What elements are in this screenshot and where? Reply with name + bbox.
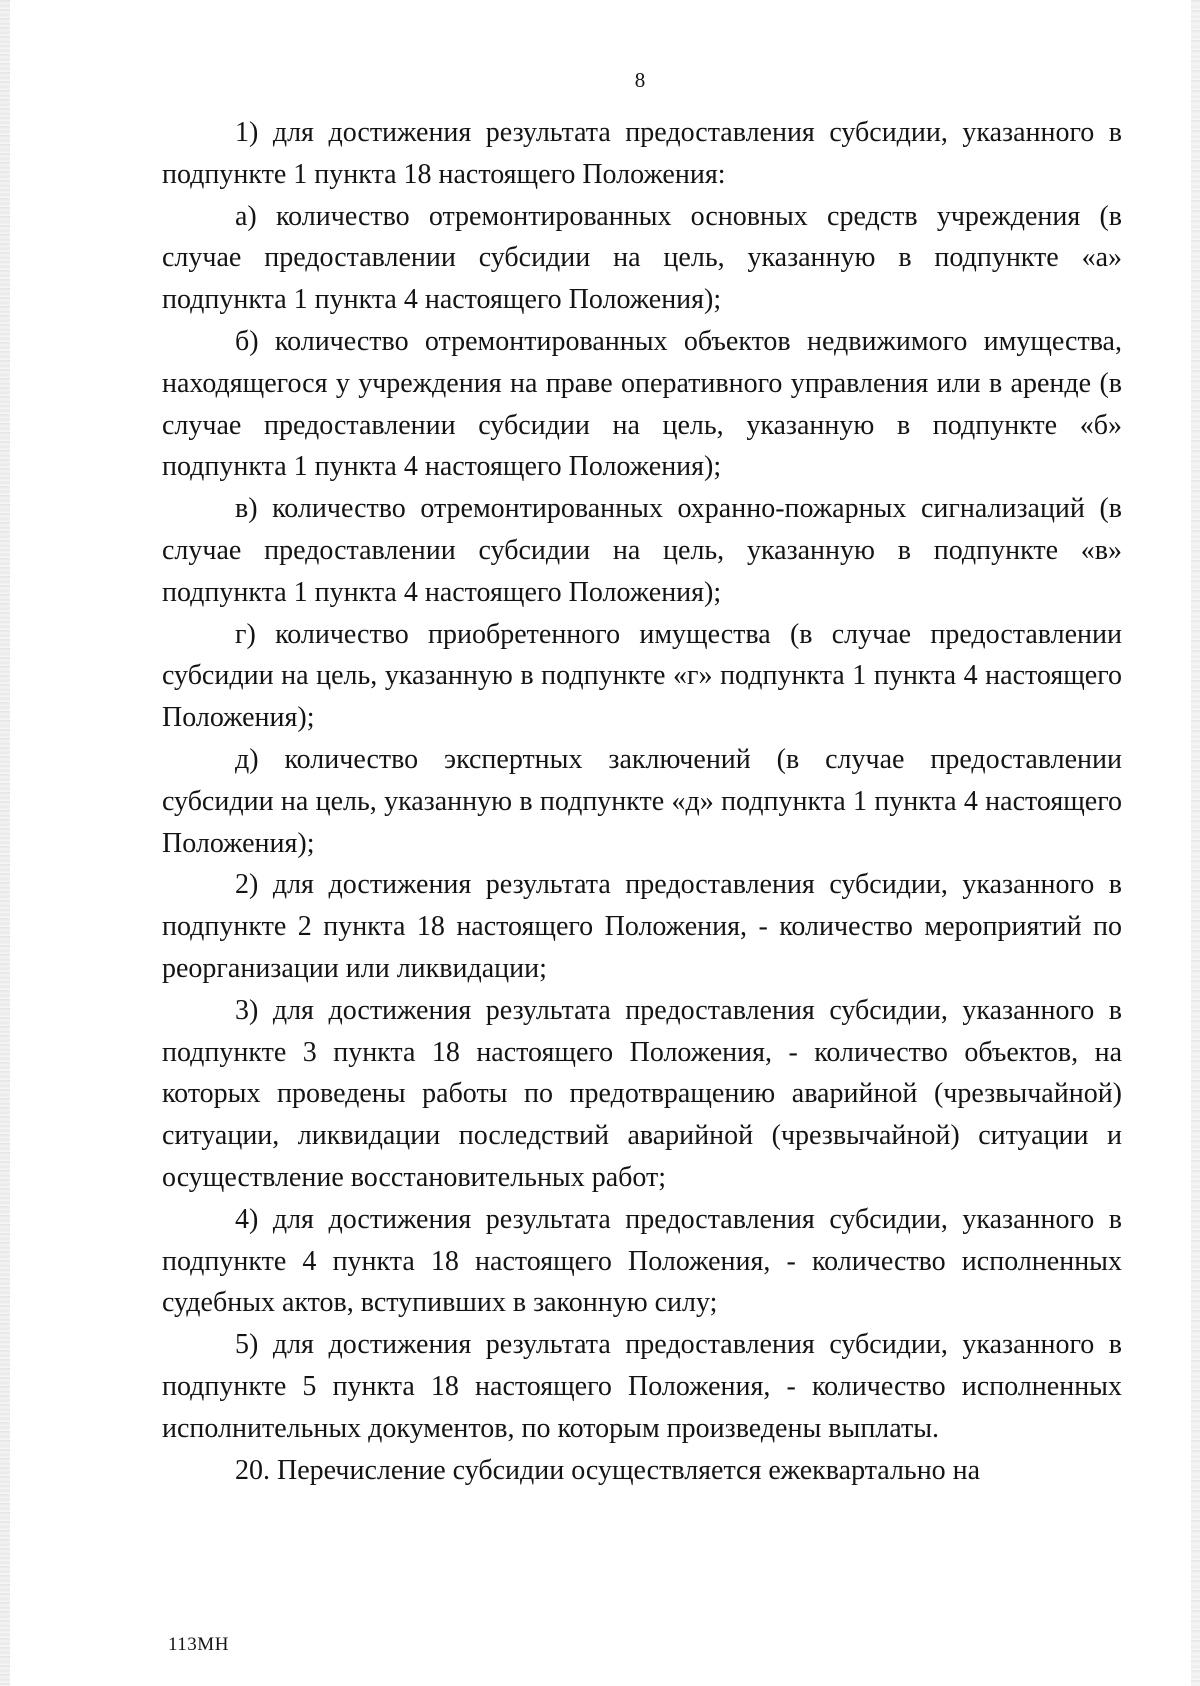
paragraph-subitem-b: б) количество отремонтированных объектов недвижимого имущества, находящегося у учреждения на праве оперативного управления или в аренде (в случае предоставлении субсидии на цель, указанную в подпункте «б» подпункта 1 пункта 4 настоящего Положения); xyxy=(162,325,1122,483)
paragraph-item-2: 2) для достижения результата предоставления субсидии, указанного в подпункте 2 пункта 18 настоящего Положения, - количество мероприятий по реорганизации или ликвидации; xyxy=(162,869,1122,984)
paragraph-subitem-a: а) количество отремонтированных основных средств учреждения (в случае предоставлении субсидии на цель, указанную в подпункте «а» подпункта 1 пункта 4 настоящего Положения); xyxy=(162,200,1122,316)
paragraph-item-3: 3) для достижения результата предоставления субсидии, указанного в подпункте 3 пункта 18 настоящего Положения, - количество объектов, на которых проведены работы по предотвращению аварийной (чрезвычайной) ситуации, ликвидации последствий аварийной (чрезвычайной) ситуации и осуществление восстановительных работ; xyxy=(162,994,1122,1193)
paragraph-item-5: 5) для достижения результата предоставления субсидии, указанного в подпункте 5 пункта 18 настоящего Положения, - количество исполненных исполнительных документов, по которым произведены выплаты. xyxy=(162,1329,1122,1444)
paragraph-item-4: 4) для достижения результата предоставления субсидии, указанного в подпункте 4 пункта 18 настоящего Положения, - количество исполненных судебных актов, вступивших в законную силу; xyxy=(162,1203,1122,1319)
paragraph-subitem-d: д) количество экспертных заключений (в случае предоставлении субсидии на цель, указанную в подпункте «д» подпункта 1 пункта 4 настоящего Положения); xyxy=(162,743,1122,859)
scan-edge-left xyxy=(0,0,10,1686)
paragraph-subitem-v: в) количество отремонтированных охранно-пожарных сигнализаций (в случае предоставлении субсидии на цель, указанную в подпункте «в» подпункта 1 пункта 4 настоящего Положения); xyxy=(162,493,1122,608)
page-number: 8 xyxy=(634,68,646,92)
scan-edge-right xyxy=(1191,0,1200,1686)
paragraph-item-20: 20. Перечисление субсидии осуществляется ежеквартально на xyxy=(235,1454,981,1486)
document-body xyxy=(162,112,1122,1491)
footer-document-code: 113МН xyxy=(168,1634,229,1655)
paragraph-subitem-g: г) количество приобретенного имущества (в случае предоставлении субсидии на цель, указанную в подпункте «г» подпункта 1 пункта 4 настоящего Положения); xyxy=(162,618,1122,734)
paragraph-item-1: 1) для достижения результата предоставления субсидии, указанного в подпункте 1 пункта 18 настоящего Положения: xyxy=(162,117,1122,190)
